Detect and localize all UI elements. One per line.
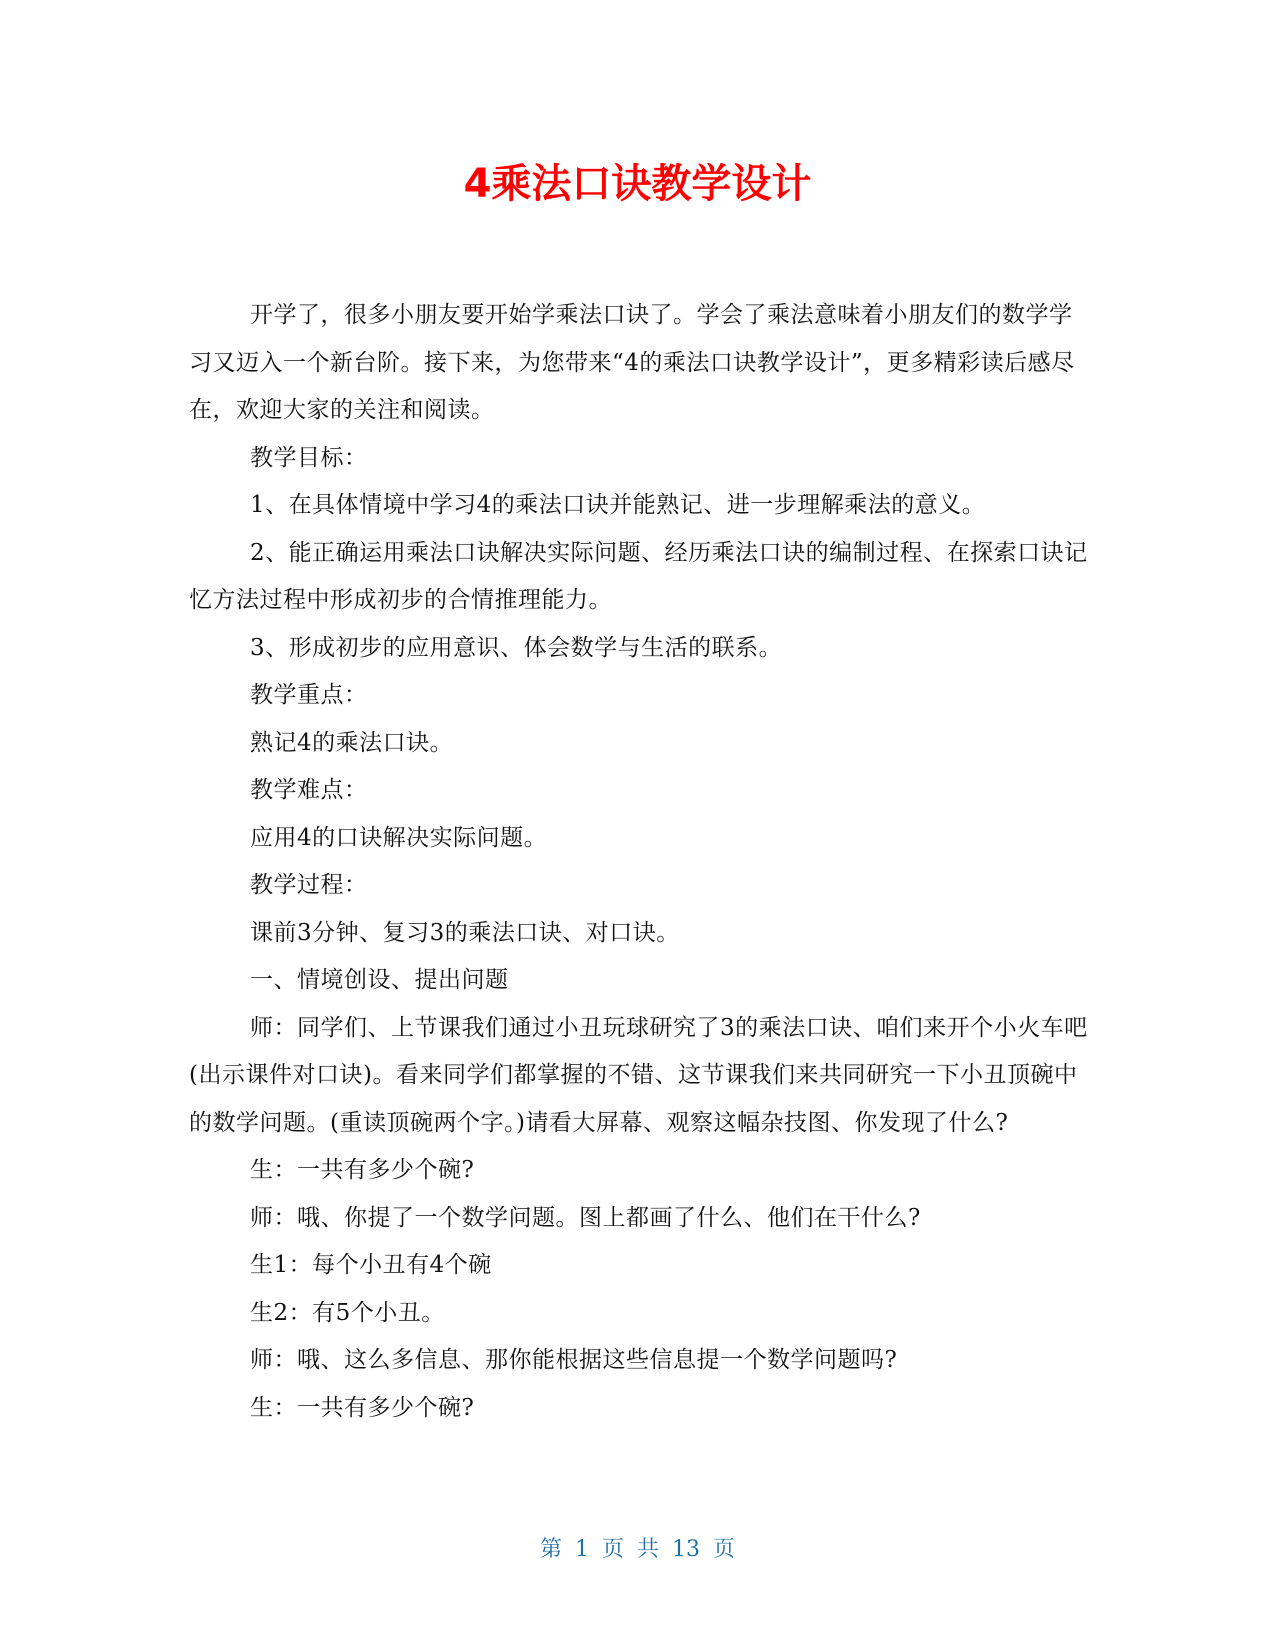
dialogue-student-4: 生：一共有多少个碗?	[250, 1394, 475, 1421]
heading-process: 教学过程：	[250, 872, 368, 898]
key-points-text: 熟记4的乘法口诀。	[250, 729, 454, 756]
heading-key-points: 教学重点：	[250, 682, 368, 708]
heading-teaching-goals: 教学目标：	[250, 444, 368, 471]
document-body	[189, 292, 1089, 1432]
difficulties-text: 应用4的口诀解决实际问题。	[250, 824, 548, 851]
heading-difficulties: 教学难点：	[250, 777, 368, 803]
goal-item-2: 2、能正确运用乘法口诀解决实际问题、经历乘法口诀的编制过程、在探索口诀记忆方法过程中形成初步的合情推理能力。	[189, 539, 1088, 613]
dialogue-student-2: 生1：每个小丑有4个碗	[250, 1252, 492, 1278]
section-heading-1: 一、情境创设、提出问题	[250, 967, 509, 993]
dialogue-teacher-2: 师：哦、你提了一个数学问题。图上都画了什么、他们在干什么?	[250, 1204, 921, 1231]
dialogue-teacher-1: 师：同学们、上节课我们通过小丑玩球研究了3的乘法口诀、咱们来开个小火车吧(出示课件对口诀)。看来同学们都掌握的不错、这节课我们来共同研究一下小丑顶碗中的数学问题。(重读顶碗两个字。)请看大屏幕、观察这幅杂技图、你发现了什么?	[189, 1014, 1088, 1136]
document-title: 4乘法口诀教学设计	[463, 161, 812, 207]
intro-paragraph: 开学了，很多小朋友要开始学乘法口诀了。学会了乘法意味着小朋友们的数学学习又迈入一个新台阶。接下来，为您带来“4的乘法口诀教学设计”，更多精彩读后感尽在，欢迎大家的关注和阅读。	[189, 302, 1075, 423]
dialogue-student-1: 生：一共有多少个碗?	[250, 1157, 475, 1183]
goal-item-1: 1、在具体情境中学习4的乘法口诀并能熟记、进一步理解乘法的意义。	[250, 492, 986, 518]
dialogue-teacher-3: 师：哦、这么多信息、那你能根据这些信息提一个数学问题吗?	[250, 1347, 898, 1373]
dialogue-student-3: 生2：有5个小丑。	[250, 1299, 445, 1326]
goal-item-3: 3、形成初步的应用意识、体会数学与生活的联系。	[250, 634, 783, 661]
process-warmup: 课前3分钟、复习3的乘法口诀、对口诀。	[250, 919, 680, 946]
page-footer: 第 1 页 共 13 页	[540, 1537, 735, 1562]
